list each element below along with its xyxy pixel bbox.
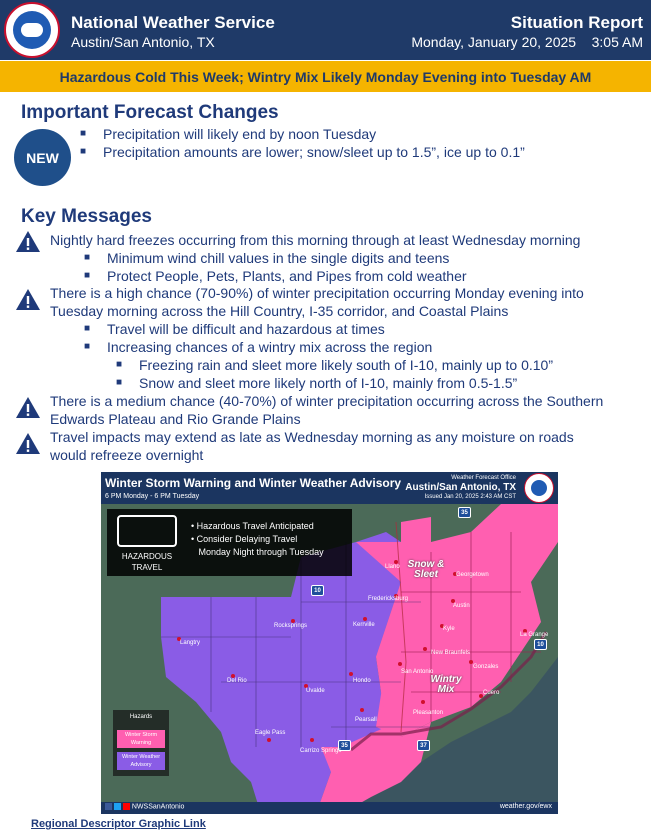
- warning-icon: [15, 432, 41, 455]
- key-message-2-subsub: Snow and sleet more likely north of I-10, mainly from 0.5-1.5”: [139, 375, 518, 391]
- interstate-shield: 10: [534, 639, 547, 650]
- social-handle[interactable]: [105, 803, 184, 810]
- city-label: Carrizo Springs: [300, 748, 342, 754]
- interstate-shield: 35: [338, 740, 351, 751]
- map-footer: [101, 802, 558, 814]
- city-dot: [360, 708, 364, 712]
- key-message-2-sub: Travel will be difficult and hazardous at times: [107, 321, 385, 337]
- city-label: Hondo: [353, 678, 371, 684]
- city-label: Georgetown: [456, 572, 489, 578]
- forecast-change-item: Precipitation will likely end by noon Tuesday: [103, 126, 377, 142]
- key-messages-heading: Key Messages: [21, 206, 152, 227]
- warning-icon: [15, 288, 41, 311]
- key-message-3-cont: Edwards Plateau and Rio Grande Plains: [50, 411, 301, 427]
- report-datetime: Monday, January 20, 2025 3:05 AM: [411, 34, 643, 50]
- map-title: Winter Storm Warning and Winter Weather Advisory: [105, 476, 402, 490]
- bullet-icon: ■: [116, 359, 123, 370]
- nws-logo: [4, 2, 60, 58]
- city-label: Fredericksburg: [368, 596, 409, 602]
- map-office-label: Weather Forecast Office: [451, 475, 516, 481]
- map-url[interactable]: weather.gov/ewx: [499, 803, 552, 810]
- bullet-icon: ■: [80, 128, 87, 139]
- bullet-icon: ■: [84, 323, 91, 334]
- regional-descriptor-link[interactable]: Regional Descriptor Graphic Link: [31, 818, 206, 830]
- bullet-icon: ■: [84, 341, 91, 352]
- legend-warning: Winter Storm Warning: [117, 730, 165, 748]
- city-label: Gonzales: [473, 664, 499, 670]
- city-label: Llano: [385, 564, 400, 570]
- map-office: Austin/San Antonio, TX: [405, 482, 516, 493]
- forecast-change-item: Precipitation amounts are lower; snow/sleet up to 1.5”, ice up to 0.1”: [103, 144, 525, 160]
- city-label: Austin: [453, 603, 470, 609]
- report-header: [0, 0, 651, 60]
- key-message-4: Travel impacts may extend as late as Wednesday morning as any moisture on roads: [50, 429, 574, 445]
- key-message-2-subsub: Freezing rain and sleet more likely south of I-10, mainly up to 0.10”: [139, 357, 553, 373]
- bullet-icon: ■: [84, 252, 91, 263]
- nws-map-logo: [524, 473, 554, 503]
- hazardous-travel-label: HAZARDOUS TRAVEL: [121, 552, 173, 572]
- forecast-changes-heading: Important Forecast Changes: [21, 102, 279, 123]
- city-dot: [423, 647, 427, 651]
- twitter-icon[interactable]: [114, 803, 121, 810]
- org-title: National Weather Service: [71, 13, 275, 32]
- interstate-shield: 35: [458, 507, 471, 518]
- interstate-shield: 10: [311, 585, 324, 596]
- city-dot: [267, 738, 271, 742]
- bullet-icon: ■: [116, 377, 123, 388]
- key-message-2: There is a high chance (70-90%) of winter precipitation occurring Monday evening into: [50, 285, 584, 301]
- city-label: Eagle Pass: [255, 730, 286, 736]
- key-message-4-cont: would refreeze overnight: [50, 447, 204, 463]
- warning-icon: [15, 396, 41, 419]
- map-time-range: 6 PM Monday - 6 PM Tuesday: [105, 493, 200, 500]
- new-badge: NEW: [14, 129, 71, 186]
- warning-icon: [15, 230, 41, 253]
- office-name: Austin/San Antonio, TX: [71, 34, 215, 50]
- city-label: Rocksprings: [274, 623, 308, 629]
- report-type: Situation Report: [510, 13, 643, 32]
- travel-advisory-box: [107, 509, 352, 576]
- city-label: La Grange: [520, 632, 549, 638]
- city-label: Kerrville: [353, 622, 375, 628]
- city-label: Uvalde: [306, 688, 325, 694]
- city-label: Kyle: [443, 626, 455, 632]
- city-dot: [349, 672, 353, 676]
- snow-sleet-stamp: Snow & Sleet: [407, 559, 445, 580]
- city-label: Del Rio: [227, 678, 247, 684]
- city-label: San Antonio: [401, 669, 434, 675]
- city-dot: [421, 700, 425, 704]
- key-message-1-sub: Protect People, Pets, Plants, and Pipes from cold weather: [107, 268, 467, 284]
- legend-title: Hazards: [129, 714, 153, 720]
- key-message-1-sub: Minimum wind chill values in the single digits and teens: [107, 250, 450, 266]
- headline-banner: Hazardous Cold This Week; Wintry Mix Likely Monday Evening into Tuesday AM: [0, 61, 651, 92]
- hazard-map[interactable]: [101, 472, 558, 814]
- city-dot: [310, 738, 314, 742]
- map-legend: [113, 710, 169, 776]
- box-line: • Hazardous Travel Anticipated: [191, 521, 314, 531]
- hazardous-travel-icon: [117, 515, 177, 547]
- city-label: New Braunfels: [431, 650, 471, 656]
- city-label: Langtry: [180, 640, 201, 646]
- interstate-shield: 37: [417, 740, 430, 751]
- wintry-mix-stamp: Wintry Mix: [430, 674, 462, 695]
- social-handle-text: NWSSanAntonio: [131, 803, 185, 811]
- key-message-1: Nightly hard freezes occurring from this morning through at least Wednesday morning: [50, 232, 581, 248]
- box-line: • Consider Delaying Travel: [191, 534, 298, 544]
- key-message-2-sub: Increasing chances of a wintry mix across the region: [107, 339, 433, 355]
- facebook-icon[interactable]: [105, 803, 112, 810]
- bullet-icon: ■: [80, 146, 87, 157]
- city-label: Pleasanton: [413, 710, 444, 716]
- key-message-3: There is a medium chance (40-70%) of winter precipitation occurring across the Southern: [50, 393, 604, 409]
- city-dot: [398, 662, 402, 666]
- youtube-icon[interactable]: [123, 803, 130, 810]
- legend-advisory: Winter Weather Advisory: [117, 752, 165, 770]
- map-issued: Issued Jan 20, 2025 2:43 AM CST: [424, 494, 516, 500]
- bullet-icon: ■: [84, 270, 91, 281]
- city-label: Pearsall: [355, 717, 377, 723]
- key-message-2-cont: Tuesday morning across the Hill Country, I-35 corridor, and Coastal Plains: [50, 303, 509, 319]
- map-title-bar: [101, 472, 558, 504]
- city-label: Cuero: [483, 690, 500, 696]
- city-dot: [363, 617, 367, 621]
- box-line: Monday Night through Tuesday: [191, 547, 324, 557]
